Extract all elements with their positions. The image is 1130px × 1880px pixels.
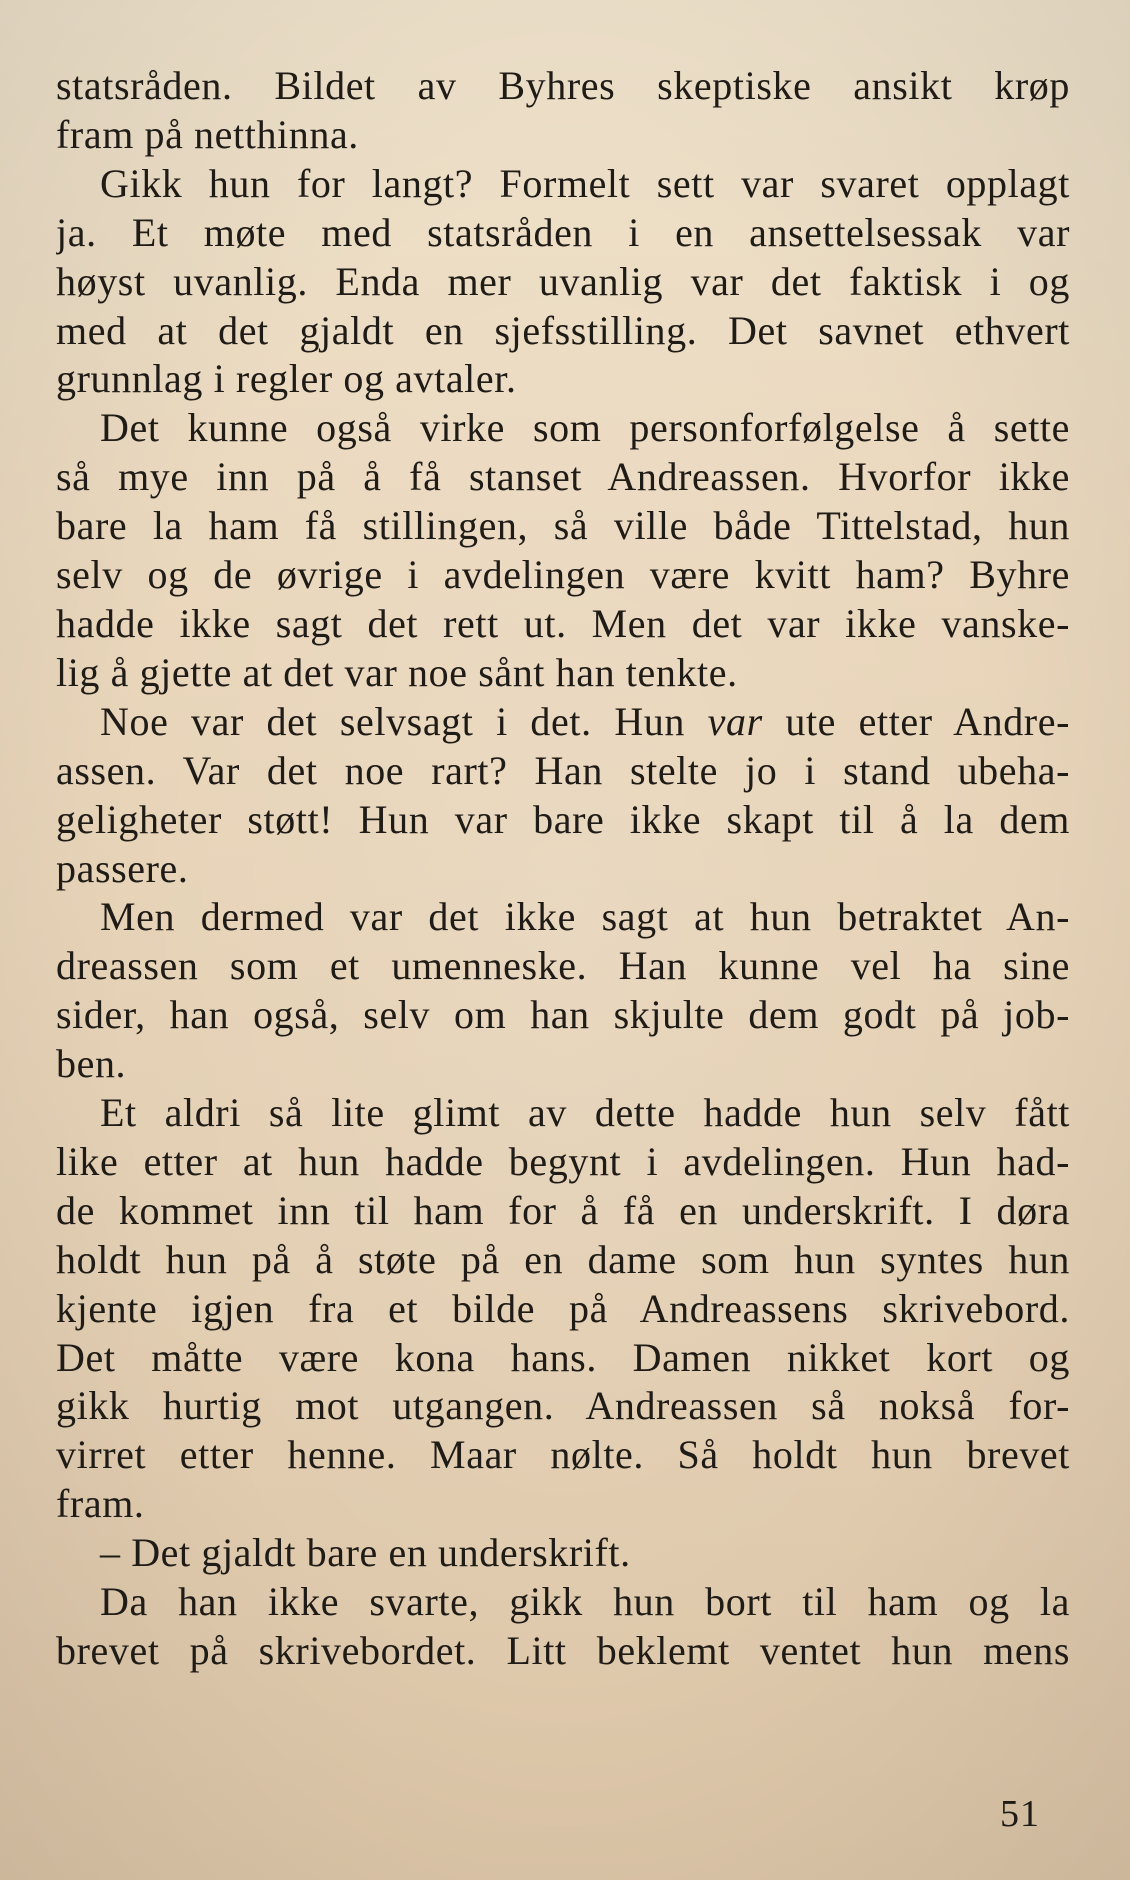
text-line: geligheter støtt! Hun var bare ikke skapt til å la dem xyxy=(56,796,1070,842)
text-line: grunnlag i regler og avtaler. xyxy=(56,356,517,402)
body-text xyxy=(56,62,1070,1676)
text-line: brevet på skrivebordet. Litt beklemt ventet hun mens xyxy=(56,1628,1070,1673)
text-line: like etter at hun hadde begynt i avdelingen. Hun had- xyxy=(56,1138,1070,1184)
text-line: høyst uvanlig. Enda mer uvanlig var det faktisk i og xyxy=(56,258,1070,304)
text-line: dreassen som et umenneske. Han kunne vel ha sine xyxy=(56,943,1070,989)
emphasis-word: var xyxy=(707,698,763,744)
text-line: statsråden. Bildet av Byhres skeptiske ansikt krøp xyxy=(56,63,1070,108)
text-line: Det kunne også virke som personforfølgelse å sette xyxy=(100,405,1070,451)
text-line: så mye inn på å få stanset Andreassen. Hvorfor ikke xyxy=(56,454,1070,500)
text-line: selv og de øvrige i avdelingen være kvitt ham? Byhre xyxy=(56,552,1070,598)
text-line: assen. Var det noe rart? Han stelte jo i stand ubeha- xyxy=(56,747,1070,793)
text-line-with-emphasis xyxy=(56,698,1070,747)
text-line: fram. xyxy=(56,1481,145,1527)
text-line: kjente igjen fra et bilde på Andreassens skrivebord. xyxy=(56,1285,1070,1331)
text-line: Men dermed var det ikke sagt at hun betraktet An- xyxy=(100,894,1070,940)
text-segment: Noe var det selvsagt i det. Hun xyxy=(100,698,708,744)
text-line: gikk hurtig mot utgangen. Andreassen så nokså for- xyxy=(56,1383,1070,1429)
text-line: de kommet inn til ham for å få en underskrift. I døra xyxy=(56,1187,1070,1233)
text-segment: ute etter Andre- xyxy=(762,698,1070,744)
text-line: Det måtte være kona hans. Damen nikket kort og xyxy=(56,1334,1070,1380)
text-line: lig å gjette at det var noe sånt han tenkte. xyxy=(56,649,738,695)
text-line: ja. Et møte med statsråden i en ansettelsessak var xyxy=(56,209,1070,255)
text-line: hadde ikke sagt det rett ut. Men det var ikke vanske- xyxy=(56,600,1070,646)
text-line: Da han ikke svarte, gikk hun bort til ham og la xyxy=(100,1579,1070,1625)
text-line: passere. xyxy=(56,845,189,891)
page-number: 51 xyxy=(1000,1793,1040,1835)
text-line: ben. xyxy=(56,1041,127,1087)
text-line: fram på netthinna. xyxy=(56,111,359,157)
text-line: holdt hun på å støte på en dame som hun syntes hun xyxy=(56,1236,1070,1282)
text-line: Gikk hun for langt? Formelt sett var svaret opplagt xyxy=(100,160,1070,206)
text-line: med at det gjaldt en sjefsstilling. Det savnet ethvert xyxy=(56,307,1070,353)
text-line: bare la ham få stillingen, så ville både Tittelstad, hun xyxy=(56,503,1070,549)
text-line: sider, han også, selv om han skjulte dem godt på job- xyxy=(56,992,1070,1038)
text-line: – Det gjaldt bare en underskrift. xyxy=(100,1530,631,1576)
text-line: Et aldri så lite glimt av dette hadde hun selv fått xyxy=(100,1090,1070,1136)
text-line: virret etter henne. Maar nølte. Så holdt hun brevet xyxy=(56,1432,1070,1478)
